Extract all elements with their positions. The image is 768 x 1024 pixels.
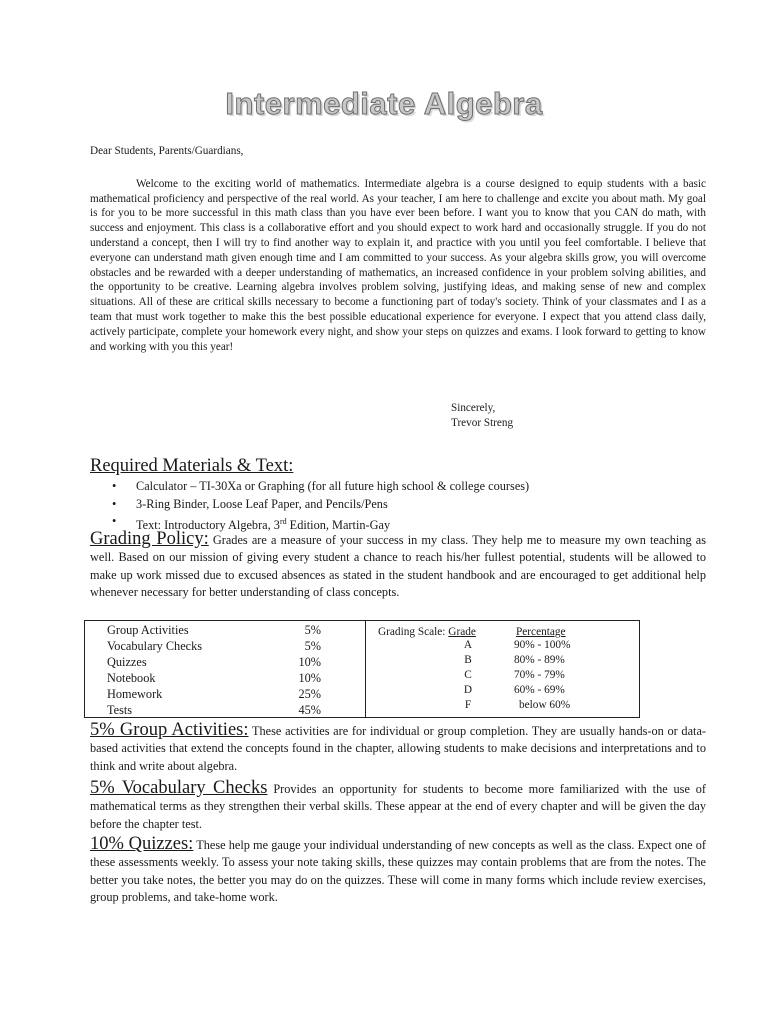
grade-weights (85, 621, 366, 717)
grade-column-header: Grade (448, 626, 476, 638)
grade-range: 80% - 89% (514, 654, 565, 666)
document-title: Intermediate Algebra (225, 86, 543, 121)
weight-row (85, 687, 365, 703)
weight-name: Notebook (107, 671, 156, 685)
grade-range: 60% - 69% (514, 684, 565, 696)
letter-closing: Sincerely, (451, 402, 496, 414)
materials-heading: Required Materials & Text: (90, 456, 294, 476)
weight-row (85, 703, 365, 719)
percentage-column-header: Percentage (516, 626, 566, 638)
weight-row (85, 639, 365, 655)
weight-row (85, 671, 365, 687)
weight-row (85, 655, 365, 671)
weight-value: 10% (298, 655, 321, 669)
grading-scale-caption: Grading Scale: (378, 626, 449, 638)
weight-row (85, 623, 365, 639)
bullet-icon: • (112, 496, 117, 511)
weight-name: Quizzes (107, 655, 147, 669)
weight-name: Group Activities (107, 623, 189, 637)
grading-scale (366, 621, 639, 717)
letter-body: Welcome to the exciting world of mathematics. Intermediate algebra is a course designed to equip students with a basic mathematical proficiency and perspective of the real world. As your teacher, I am here to challenge and excite you about math. My goal is for you to be more successful in this math class than you have ever been before. I want you to know that you CAN do math, with success and enjoyment. This class is a collaborative effort and you should expect to work hard and occasionally struggle. If you do not understand a concept, then I will try to find another way to explain it, and practice with you until you feel comfortable. I believe that everyone can understand math given enough time and I am committed to your success. As your algebra skills grow, you will overcome obstacles and be rewarded with a deeper understanding of mathematics, an increased confidence in your problem solving abilities, and the opportunity to be creative. Learning algebra involves problem solving, justifying ideas, and making sense of new and complex situations. All of these are critical skills necessary to become a functioning part of today's society. Think of your classmates and I as a team that must work together to make this the best possible educational experience for everyone. I expect that you attend class daily, actively participate, complete your homework every night, and show your steps on quizzes and exams. I look forward to getting to know and working with you this year! (90, 177, 706, 353)
letter-grade: C (464, 669, 472, 681)
materials-list (90, 478, 706, 535)
scale-row (366, 684, 636, 699)
weight-name: Vocabulary Checks (107, 639, 203, 653)
letter-signature: Trevor Streng (451, 417, 514, 429)
bullet-icon: • (112, 514, 117, 528)
grade-range: 90% - 100% (514, 639, 571, 651)
vocabulary-checks-section (90, 780, 706, 833)
quizzes-section (90, 836, 706, 907)
grade-range: 70% - 79% (514, 669, 565, 681)
letter-salutation: Dear Students, Parents/Guardians, (90, 145, 244, 157)
weight-value: 5% (304, 623, 321, 637)
materials-item (90, 478, 706, 496)
quizzes-heading: 10% Quizzes: (90, 834, 194, 854)
vocabulary-checks-heading: 5% Vocabulary Checks (90, 778, 268, 798)
grading-policy-section (90, 531, 706, 602)
quizzes-text: These help me gauge your individual understanding of new concepts as well as the class. Expect one of these assessments weekly. To assess your note taking skills, these quizzes may contain problems that are from the notes. The better you take notes, the better you may do on the quizzes. These will come in many forms which include review exercises, group problems, and take-home work. (90, 838, 707, 905)
weight-value: 10% (298, 671, 321, 685)
materials-item-text: Calculator – TI-30Xa or Graphing (for all future high school & college courses) (136, 479, 530, 493)
letter-grade: D (463, 684, 473, 696)
weight-value: 25% (298, 687, 321, 701)
weight-name: Tests (107, 703, 133, 717)
materials-item (90, 496, 706, 514)
group-activities-text: These activities are for individual or group completion. They are usually hands-on or data-based activities that extend the concepts found in the chapter, allowing students to make decisions and interpretations and to think and write about algebra. (90, 724, 707, 773)
group-activities-section (90, 722, 706, 775)
scale-row (366, 639, 636, 654)
grade-table (84, 620, 640, 718)
letter-grade: B (464, 654, 472, 666)
scale-row (366, 699, 636, 714)
materials-text-sup: rd (279, 517, 287, 526)
weight-value: 5% (304, 639, 321, 653)
letter-grade: A (463, 639, 473, 651)
scale-row (366, 654, 636, 669)
grading-scale-label (378, 626, 476, 638)
group-activities-heading: 5% Group Activities: (90, 720, 249, 740)
letter-grade: F (464, 699, 472, 711)
vocabulary-checks-text: Provides an opportunity for students to become more familiarized with the use of mathematical terms as they strengthen their verbal skills. These appear at the end of every chapter and will be given the day before the chapter test. (90, 782, 706, 831)
bullet-icon: • (112, 479, 117, 493)
materials-text-prefix: Text: Introductory Algebra, 3 (136, 518, 280, 533)
weight-name: Homework (107, 687, 163, 701)
letter-signoff (451, 401, 513, 431)
welcome-letter (90, 144, 706, 354)
grading-policy-heading: Grading Policy: (90, 529, 209, 549)
weight-value: 45% (298, 703, 321, 717)
grading-policy-text: Grades are a measure of your success in my class. They help me to measure my own teaching as well. Based on our mission of giving every student a chance to reach his/her fullest potential, students will be allowed to make up work missed due to excused absences as stated in the student handbook and are encouraged to get additional help whenever necessary for better understanding of class concepts. (90, 533, 707, 600)
materials-item-text: 3-Ring Binder, Loose Leaf Paper, and Pencils/Pens (136, 496, 388, 511)
materials-text-suffix: Edition, Martin-Gay (286, 518, 391, 533)
grade-range: below 60% (519, 699, 571, 711)
scale-row (366, 669, 636, 684)
